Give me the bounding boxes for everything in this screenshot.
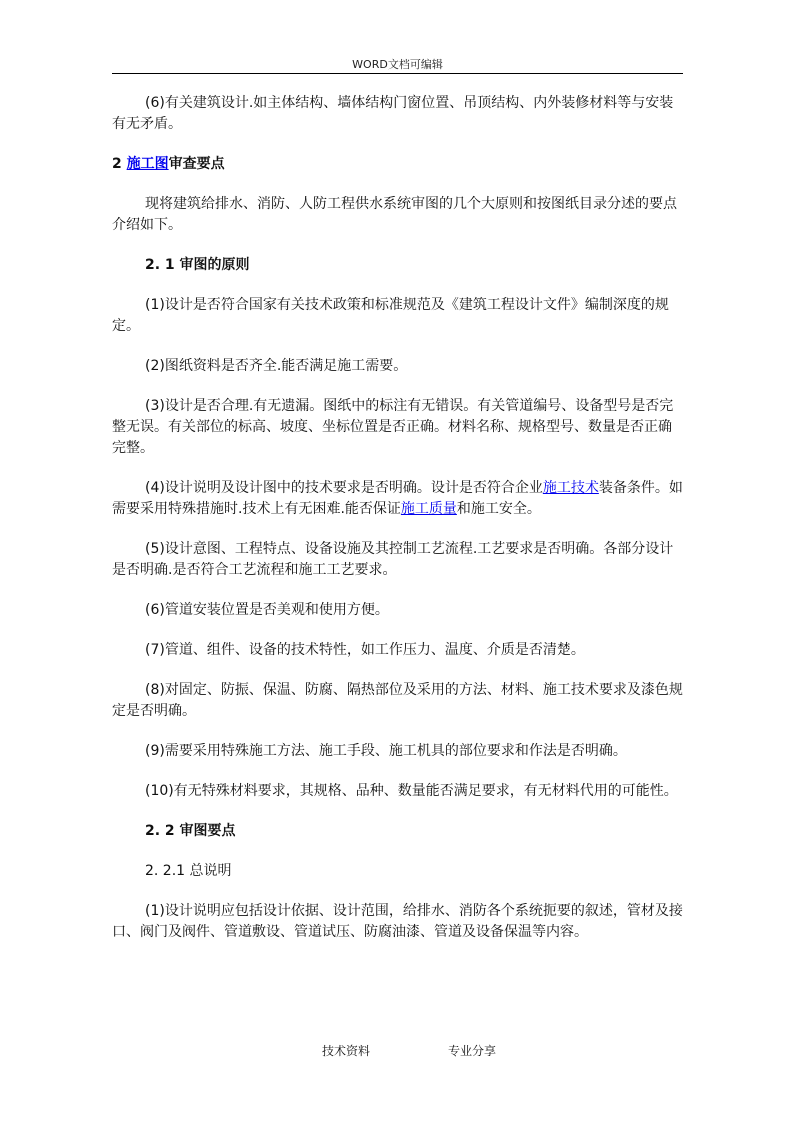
- section-heading-2-2-1: 2. 2.1 总说明: [145, 863, 232, 879]
- footer-right-text: 专业分享: [448, 1044, 497, 1058]
- paragraph-item-7: (7)管道、组件、设备的技术特性，如工作压力、温度、介质是否清楚。: [145, 642, 585, 658]
- construction-drawing-link[interactable]: 施工图: [126, 156, 169, 172]
- paragraph-item-10: (10)有无特殊材料要求，其规格、品种、数量能否满足要求，有无材料代用的可能性。: [145, 783, 678, 799]
- document-body: [112, 93, 684, 962]
- paragraph-item-6: (6)管道安装位置是否美观和使用方便。: [145, 602, 389, 618]
- paragraph-item-4: [112, 478, 684, 520]
- paragraph-item-1: (1)设计是否符合国家有关技术政策和标准规范及《建筑工程设计文件》编制深度的规定。: [112, 297, 669, 334]
- item4-text-a: (4)设计说明及设计图中的技术要求是否明确。设计是否符合企业: [145, 480, 543, 496]
- section-heading-2: [112, 154, 684, 175]
- item4-text-b: 装备条件。如需要采用特殊措施时.技术上有无困难.能否保证: [112, 480, 683, 517]
- header-divider: [112, 73, 683, 74]
- item4-text-c: 和施工安全。: [456, 501, 541, 517]
- section-heading-2-1: 2. 1 审图的原则: [145, 257, 250, 273]
- section-heading-2-2: 2. 2 审图要点: [145, 823, 236, 839]
- intro-paragraph: 现将建筑给排水、消防、人防工程供水系统审图的几个大原则和按图纸目录分述的要点介绍如下。: [112, 196, 677, 233]
- paragraph-general-notes-1: (1)设计说明应包括设计依据、设计范围，给排水、消防各个系统扼要的叙述，管材及接口、阀门及阀件、管道敷设、管道试压、防腐油漆、管道及设备保温等内容。: [112, 903, 683, 940]
- page-header: WORD文档可编辑: [352, 58, 443, 71]
- paragraph-item-3: (3)设计是否合理.有无遗漏。图纸中的标注有无错误。有关管道编号、设备型号是否完整无误。有关部位的标高、坡度、坐标位置是否正确。材料名称、规格型号、数量是否正确完整。: [112, 398, 674, 456]
- construction-quality-link[interactable]: 施工质量: [400, 501, 457, 517]
- section-title-rest: 审查要点: [168, 156, 225, 172]
- footer-left-text: 技术资料: [322, 1044, 371, 1058]
- paragraph-item-6-intro: (6)有关建筑设计.如主体结构、墙体结构门窗位置、吊顶结构、内外装修材料等与安装有无矛盾。: [112, 95, 674, 132]
- section-number: 2: [112, 156, 127, 172]
- construction-technology-link[interactable]: 施工技术: [542, 480, 599, 496]
- paragraph-item-2: (2)图纸资料是否齐全.能否满足施工需要。: [145, 358, 408, 374]
- paragraph-item-9: (9)需要采用特殊施工方法、施工手段、施工机具的部位要求和作法是否明确。: [145, 743, 627, 759]
- paragraph-item-5: (5)设计意图、工程特点、设备设施及其控制工艺流程.工艺要求是否明确。各部分设计是否明确.是否符合工艺流程和施工工艺要求。: [112, 541, 674, 578]
- paragraph-item-8: (8)对固定、防振、保温、防腐、隔热部位及采用的方法、材料、施工技术要求及漆色规定是否明确。: [112, 682, 683, 719]
